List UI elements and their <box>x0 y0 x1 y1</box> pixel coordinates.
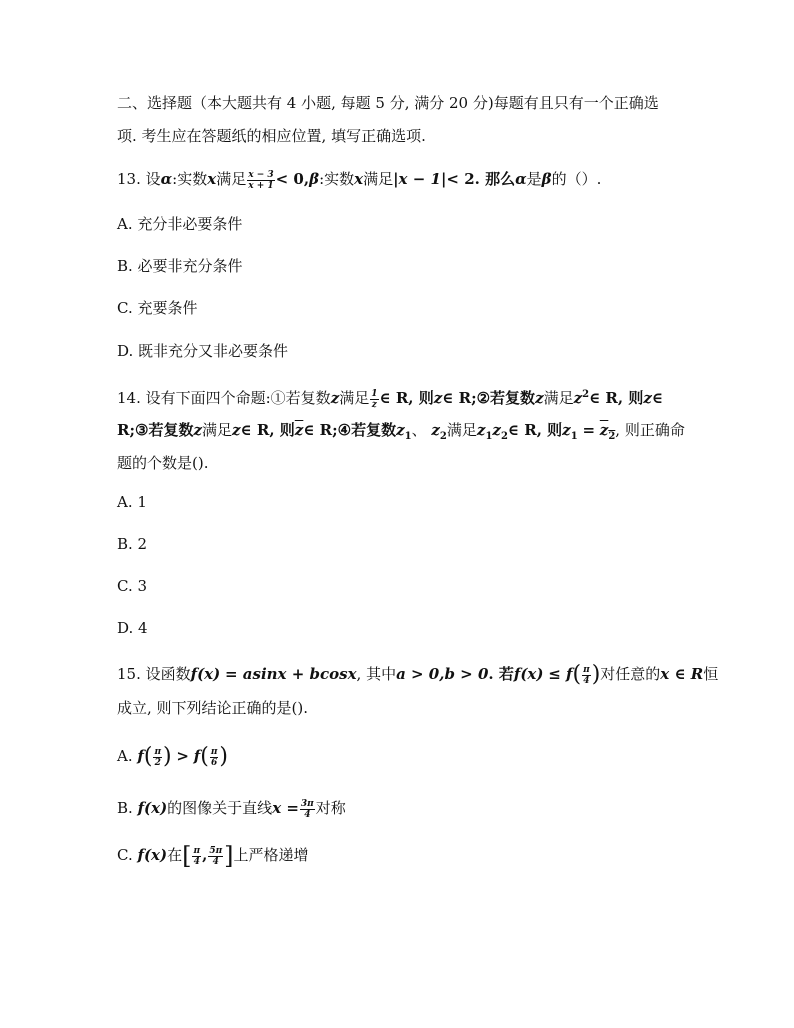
q15-gt: > <box>176 747 189 765</box>
q14-z: z <box>599 421 609 439</box>
q14-z: z <box>492 421 501 439</box>
q14-z: z <box>433 389 443 407</box>
q15-text: 对任意的 <box>600 665 661 683</box>
q14-text: 14. 设有下面四个命题:①若复数 <box>117 389 331 407</box>
q14-z: z <box>476 421 486 439</box>
question-15-line2: 成立, 则下列结论正确的是(). <box>117 699 309 717</box>
q14-text: ∈ R, 则 <box>589 389 644 407</box>
q15-fx: f(x) <box>513 665 544 683</box>
q15-opt-label: B. <box>117 799 133 817</box>
q15-fx: f(x) <box>137 799 168 817</box>
q15-text: 15. 设函数 <box>117 665 191 683</box>
q15-frac-den: 4 <box>193 856 200 867</box>
q14-z: z <box>431 421 440 439</box>
q15-text: 的图像关于直线 <box>167 799 273 817</box>
q15-f: f <box>137 747 144 765</box>
q13-option-d[interactable]: D. 既非充分又非必要条件 <box>117 342 289 360</box>
q13-abs: |x − 1| <box>393 170 447 188</box>
q13-text: < 0, <box>275 170 310 188</box>
question-14-line3: 题的个数是(). <box>117 454 209 472</box>
q15-text: , 其中 <box>356 665 397 683</box>
q13-text: :实数 <box>319 170 355 188</box>
q15-option-b[interactable] <box>117 797 346 820</box>
q13-frac-num: x − 3 <box>248 169 274 180</box>
q14-z: z <box>643 389 652 407</box>
q15-expr: = asinx + bcosx <box>225 665 357 683</box>
q14-text: ∈ <box>651 389 663 407</box>
q14-option-a[interactable]: A. 1 <box>117 493 147 511</box>
q13-text: 的（）. <box>551 170 602 188</box>
q14-z: z <box>562 421 571 439</box>
q14-sub: 1 <box>404 431 412 442</box>
q15-frac <box>192 846 201 867</box>
q14-text: 满足 <box>446 421 477 439</box>
q14-text: ∈ R, 则 <box>507 421 563 439</box>
q14-sub: 1 <box>570 431 578 442</box>
q15-cond: a > 0,b > 0 <box>396 665 489 683</box>
q13-option-c[interactable]: C. 充要条件 <box>117 299 198 317</box>
q15-text: 对称 <box>315 799 346 817</box>
q15-cond: x ∈ R <box>660 665 704 683</box>
q15-frac-num: 3π <box>300 798 314 809</box>
q14-z: z <box>330 389 340 407</box>
q15-frac-num: 5π <box>209 845 223 856</box>
q14-text: 满足 <box>201 421 232 439</box>
question-14-line2 <box>117 419 685 448</box>
q15-frac-den: 4 <box>583 675 590 686</box>
section-heading-line2: 项. 考生应在答题纸的相应位置, 填写正确选项. <box>117 127 426 145</box>
q14-option-c[interactable]: C. 3 <box>117 577 148 595</box>
q13-text: 满足 <box>216 170 247 188</box>
q14-z: z <box>193 421 202 439</box>
q14-text: ∈ R;④若复数 <box>303 421 397 439</box>
q13-text: 是 <box>526 170 542 188</box>
q15-text: 上严格递增 <box>233 846 309 864</box>
q14-text: ∈ R, 则 <box>240 421 295 439</box>
q14-text: ∈ R, 则 <box>379 389 434 407</box>
q14-sub: 2 <box>608 431 616 442</box>
q13-text: < 2. 那么 <box>446 170 516 188</box>
q14-text: 满足 <box>543 389 574 407</box>
q15-frac-num: π <box>193 845 201 856</box>
q14-z: z <box>573 389 583 407</box>
q13-option-b[interactable]: B. 必要非充分条件 <box>117 257 243 275</box>
q15-fx: f(x) <box>190 665 221 683</box>
q14-sub: 2 <box>439 431 447 442</box>
q13-var-x: x <box>354 170 364 188</box>
q15-frac-pi4 <box>582 665 591 686</box>
q13-fraction <box>247 170 274 191</box>
q15-text: . 若 <box>488 665 514 683</box>
q15-opt-label: C. <box>117 846 133 864</box>
q14-text: R;③若复数 <box>117 421 194 439</box>
q14-text: 、 <box>411 421 427 439</box>
q14-sub: 1 <box>485 431 493 442</box>
q15-frac <box>208 846 223 867</box>
q15-frac-den: 6 <box>210 757 218 768</box>
q15-xeq: x = <box>272 799 299 817</box>
q15-text: 在 <box>167 846 183 864</box>
q14-zbar: $\overline{z}$ <box>294 421 304 439</box>
q14-text: = <box>582 421 596 439</box>
q13-frac-den: x + 1 <box>248 180 274 191</box>
q15-expr: ≤ f <box>548 665 573 683</box>
q15-frac <box>300 799 315 820</box>
q14-fraction <box>370 389 378 410</box>
q14-text: , 则正确命 <box>615 421 685 439</box>
q13-var-x: x <box>207 170 217 188</box>
q13-text: :实数 <box>172 170 208 188</box>
q15-option-c[interactable]: C. f(x)在[ $\frac{\pi}{4}$ , $\frac{5\pi}{4}$ ]上严格递增 <box>117 842 309 870</box>
question-15-line1: 15. 设函数f(x) = asinx + bcosx, 其中a > 0,b > 0. 若f(x) ≤ f( $\frac{\pi}{4}$ )对任意的x ∈ R恒 <box>117 662 719 687</box>
q14-frac-den: z <box>371 399 377 410</box>
q13-option-a[interactable]: A. 充分非必要条件 <box>117 215 243 233</box>
q14-option-d[interactable]: D. 4 <box>117 619 148 637</box>
q13-text: 满足 <box>363 170 394 188</box>
q15-frac-den: 2 <box>154 757 161 768</box>
q15-frac-den: 4 <box>212 856 219 867</box>
q14-frac-num: 1 <box>371 388 378 399</box>
q13-alpha: α <box>160 170 173 188</box>
q14-option-b[interactable]: B. 2 <box>117 535 148 553</box>
q13-prefix: 13. 设 <box>117 170 161 188</box>
q14-square: 2 <box>582 389 590 400</box>
q13-alpha: α <box>515 170 527 188</box>
q14-z: z <box>535 389 544 407</box>
section-heading-line1: 二、选择题（本大题共有 4 小题, 每题 5 分, 满分 20 分)每题有且只有一个正确选 <box>117 94 659 112</box>
q14-z: z <box>396 421 405 439</box>
question-14-line1 <box>117 384 663 410</box>
q15-text: 恒 <box>703 665 719 683</box>
q15-frac <box>210 747 219 768</box>
q14-text: 满足 <box>339 389 370 407</box>
q14-z: z <box>232 421 241 439</box>
q15-frac-num: π <box>154 746 162 757</box>
q14-text: ∈ R;②若复数 <box>442 389 536 407</box>
q13-beta: β <box>309 170 320 188</box>
q15-comma: , <box>202 846 208 864</box>
q15-frac-num: π <box>210 746 218 757</box>
q13-beta: β <box>541 170 552 188</box>
q15-frac <box>153 747 162 768</box>
q15-fx: f(x) <box>137 846 168 864</box>
q15-f: f <box>193 747 201 765</box>
q15-frac-den: 4 <box>304 809 311 820</box>
question-13-stem <box>117 168 601 191</box>
q14-sub: 2 <box>500 431 508 442</box>
q15-frac-num: π <box>583 664 590 675</box>
q15-opt-label: A. <box>117 747 133 765</box>
q15-option-a[interactable]: A. f( $\frac{\pi}{2}$ ) > f( $\frac{\pi}{6}$ ) <box>117 744 228 769</box>
